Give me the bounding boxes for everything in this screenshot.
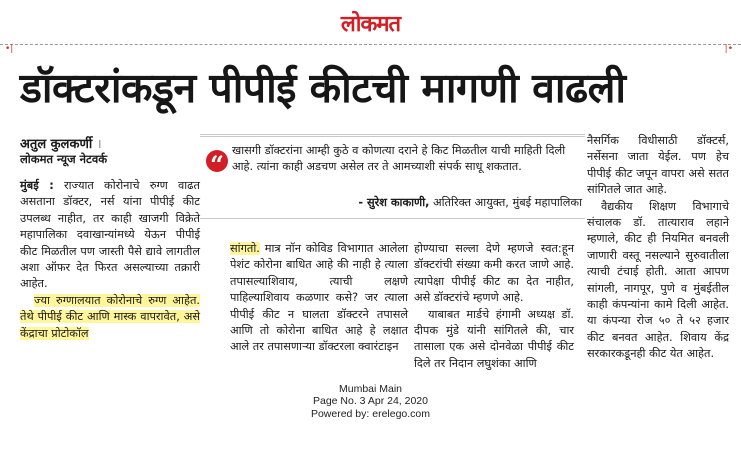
article-column-3	[414, 241, 574, 372]
right-margin-mark: |•	[724, 44, 733, 54]
pull-quote-top-rule	[200, 134, 585, 137]
masthead-logo: लोकमत	[340, 12, 401, 37]
column-2-paragraph	[230, 241, 408, 356]
attribution-role: अतिरिक्त आयुक्त, मुंबई महापालिका	[429, 196, 582, 209]
quote-mark-icon: “	[206, 150, 228, 172]
edition-name: Mumbai Main	[338, 383, 403, 395]
column-1-text: राज्यात कोरोनाचे रुग्ण वाढत असताना डॉक्टर, नर्स यांना पीपीई कीट उपलब्ध नाहीत, तर काही खाजगी विक्रेते महापालिका दवाखान्यांमध्ये येऊन पीपीई कीट मिळतील पण जास्ती पैसे द्यावे लागतील अशा ऑफर देत फिरत असल्याच्या तक्रारी आहेत.	[20, 179, 200, 291]
author-name: अतुल कुलकर्णी	[20, 137, 93, 152]
page-top-rule	[0, 44, 741, 45]
page-footer	[0, 383, 741, 420]
column-1-paragraph-1	[20, 178, 200, 293]
pull-quote	[200, 134, 585, 220]
news-bureau: लोकमत न्यूज नेटवर्क	[20, 152, 108, 166]
column-1-paragraph-2	[20, 293, 200, 342]
pull-quote-text: खासगी डॉक्टरांना आम्ही कुठे व कोणत्या दराने हे किट मिळतील याची माहिती दिली आहे. त्यांना काही अडचण असेल तर ते आमच्याशी संपर्क साधू शकतात.	[232, 144, 566, 174]
article-column-4	[587, 133, 729, 363]
column-3-paragraph-2: याबाबत मार्डचे हंगामी अध्यक्ष डॉ. दीपक मुंडे यांनी सांगितले की, चार तासाला एक असे दोनवेळा पीपीई कीट दिले तर निदान लघुशंका आणि	[414, 307, 574, 370]
left-margin-mark: •|	[5, 44, 14, 54]
page-number-date: Page No. 3 Apr 24, 2020	[312, 395, 428, 408]
article-column-1	[20, 178, 200, 342]
pull-quote-attribution	[298, 195, 582, 210]
attribution-name: - सुरेश काकाणी,	[358, 196, 430, 209]
highlighted-text: सांगतो.	[230, 242, 260, 255]
article-byline	[20, 134, 102, 152]
article-headline: डॉक्टरांकडून पीपीई कीटची मागणी वाढली	[20, 64, 626, 112]
dateline: मुंबई :	[20, 179, 54, 192]
column-3-paragraph-1: होण्याचा सल्ला देणे म्हणजे स्वत:हून डॉक्टरांची संख्या कमी करत जाणे आहे. त्यापेक्षा पीपीई कीट का देत नाहीत, असे डॉक्टरांचे म्हणणे आहे.	[414, 242, 574, 305]
column-4-paragraph-1: नैसर्गिक विधीसाठी डॉक्टर्स, नर्सेसना जाता येईल. पण हेच पीपीई कीट जपून वापरा असे सतत सांगितले जात आहे.	[587, 134, 729, 197]
column-2-text: मात्र नॉन कोविड विभागात आलेला पेशंट कोरोना बाधित आहे की नाही हे त्याला तपासल्याशिवाय, त्याची लक्षणे पाहिल्याशिवाय कळणार कसे? जर त्याला पीपीई कीट न घालता डॉक्टरने तपासले आणि तो कोरोना बाधित आहे हे लक्षात आले तर तपासणाऱ्या डॉक्टरला क्वारंटाइन	[230, 242, 408, 354]
powered-by: Powered by: erelego.com	[310, 407, 431, 420]
pull-quote-bottom-rule	[200, 218, 585, 219]
byline-separator: ।	[96, 137, 102, 152]
column-4-paragraph-2: वैद्यकीय शिक्षण विभागाचे संचालक डॉ. तात्याराव लहाने म्हणाले, कीट ही नियमित बनवली जाणारी वस्तू नसल्याने सुरुवातीला त्याची टंचाई होती. आता आपण सांगली, नागपूर, पुणे व मुंबईतील काही कंपन्यांना कामे दिली आहेत. या कंपन्या रोज ५० ते ५२ हजार कीट बनवत आहेत. शिवाय केंद्र सरकारकडूनही कीट येत आहेत.	[587, 199, 729, 361]
article-column-2	[230, 241, 408, 356]
highlighted-text: ज्या रुग्णालयात कोरोनाचे रुग्ण आहेत. तेथे पीपीई कीट आणि मास्क वापरावेत, असे केंद्राचा प्रोटोकॉल	[20, 293, 200, 340]
